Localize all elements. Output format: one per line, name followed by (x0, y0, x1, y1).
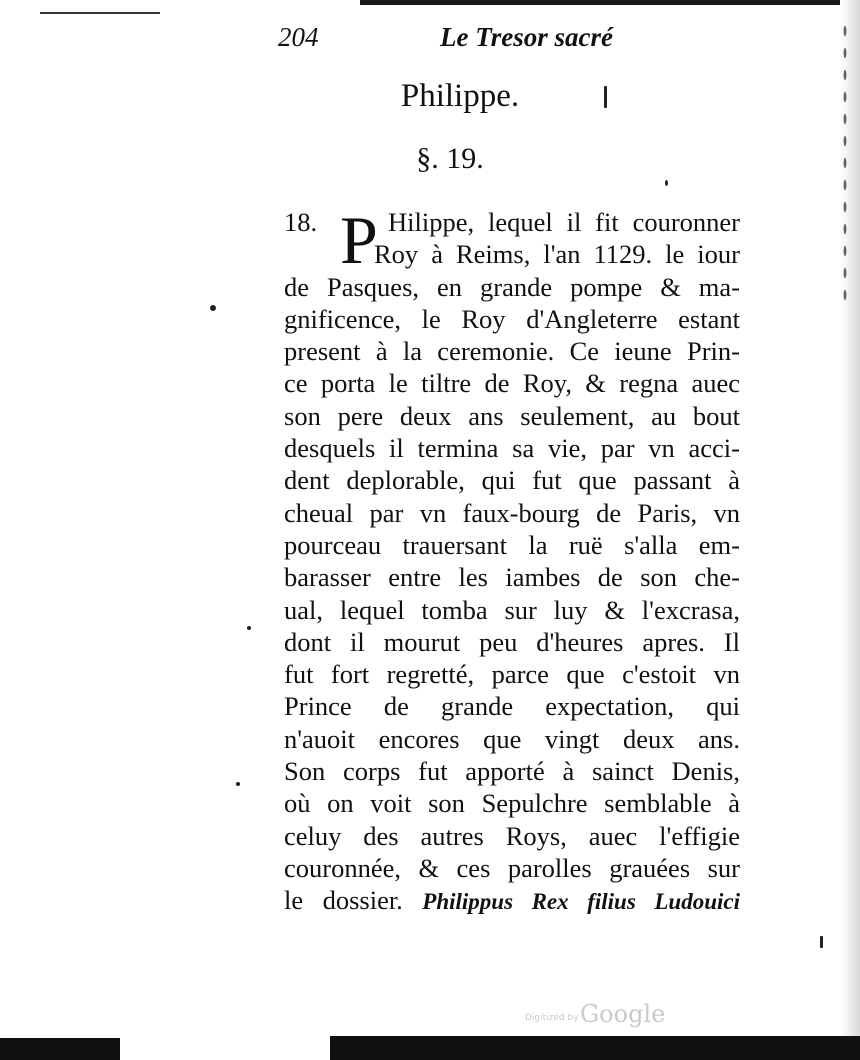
text-line: celuy des autres Roys, auec l'effigie (284, 820, 740, 851)
drop-cap: P (340, 202, 378, 278)
scan-edge-top (360, 0, 860, 5)
last-line (284, 884, 740, 918)
book-title: Le Tresor sacré (440, 22, 613, 52)
section-number: §. 19. (416, 142, 484, 175)
scan-edge-bottom-left (0, 1038, 120, 1060)
text-line: son pere deux ans seulement, au bout (284, 400, 740, 431)
ink-speck (247, 626, 251, 630)
ink-speck (820, 936, 823, 948)
text-line: ce porta le tiltre de Roy, & regna auec (284, 368, 740, 399)
text-line: Son corps fut apporté à sainct Denis, (284, 756, 740, 787)
section-heading: Philippe. (400, 78, 520, 114)
text-line: barasser entre les iambes de son che- (284, 562, 740, 593)
scan-edge-dots (842, 20, 848, 300)
ink-speck (210, 305, 216, 311)
text-line: couronnée, & ces parolles grauées sur (284, 852, 740, 883)
text-line: pourceau trauersant la ruë s'alla em- (284, 529, 740, 560)
page-number: 204 (278, 22, 319, 52)
scan-edge-mark (40, 12, 160, 14)
paragraph-number: 18. (284, 207, 318, 237)
text-line: ual, lequel tomba sur luy & l'excrasa, (284, 594, 740, 625)
text-line: desquels il termina sa vie, par vn acci- (284, 433, 740, 464)
ink-speck (236, 782, 240, 786)
text-line: de Pasques, en grande pompe & ma- (284, 271, 740, 302)
last-line-plain: le dossier. (284, 885, 403, 916)
text-line: dent deplorable, qui fut que passant à (284, 465, 740, 496)
latin-inscription: Philippus Rex filius Ludouici (422, 889, 740, 915)
text-line: où on voit son Sepulchre semblable à (284, 788, 740, 819)
running-head (278, 22, 618, 62)
text-line: cheual par vn faux-bourg de Paris, vn (284, 497, 740, 528)
text-line: gnificence, le Roy d'Angleterre estant (284, 303, 740, 334)
google-logo: Google (580, 1000, 666, 1028)
text-line: Prince de grande expectation, qui (284, 691, 740, 722)
text-line: present à la ceremonie. Ce ieune Prin- (284, 336, 740, 367)
text-line: Roy à Reims, l'an 1129. le iour (374, 239, 740, 270)
text-line: n'auoit encores que vingt deux ans. (284, 723, 740, 754)
first-line-text: Hilippe, lequel il fit couronner (388, 207, 740, 237)
scan-edge-bottom-right (330, 1036, 860, 1060)
text-line: fut fort regretté, parce que c'estoit vn (284, 659, 740, 690)
digitized-watermark (525, 1000, 725, 1030)
body-text (284, 202, 740, 919)
digitized-prefix: Digitized by (525, 1013, 579, 1023)
text-line: dont il mourut peu d'heures apres. Il (284, 626, 740, 657)
ink-speck (665, 180, 668, 186)
